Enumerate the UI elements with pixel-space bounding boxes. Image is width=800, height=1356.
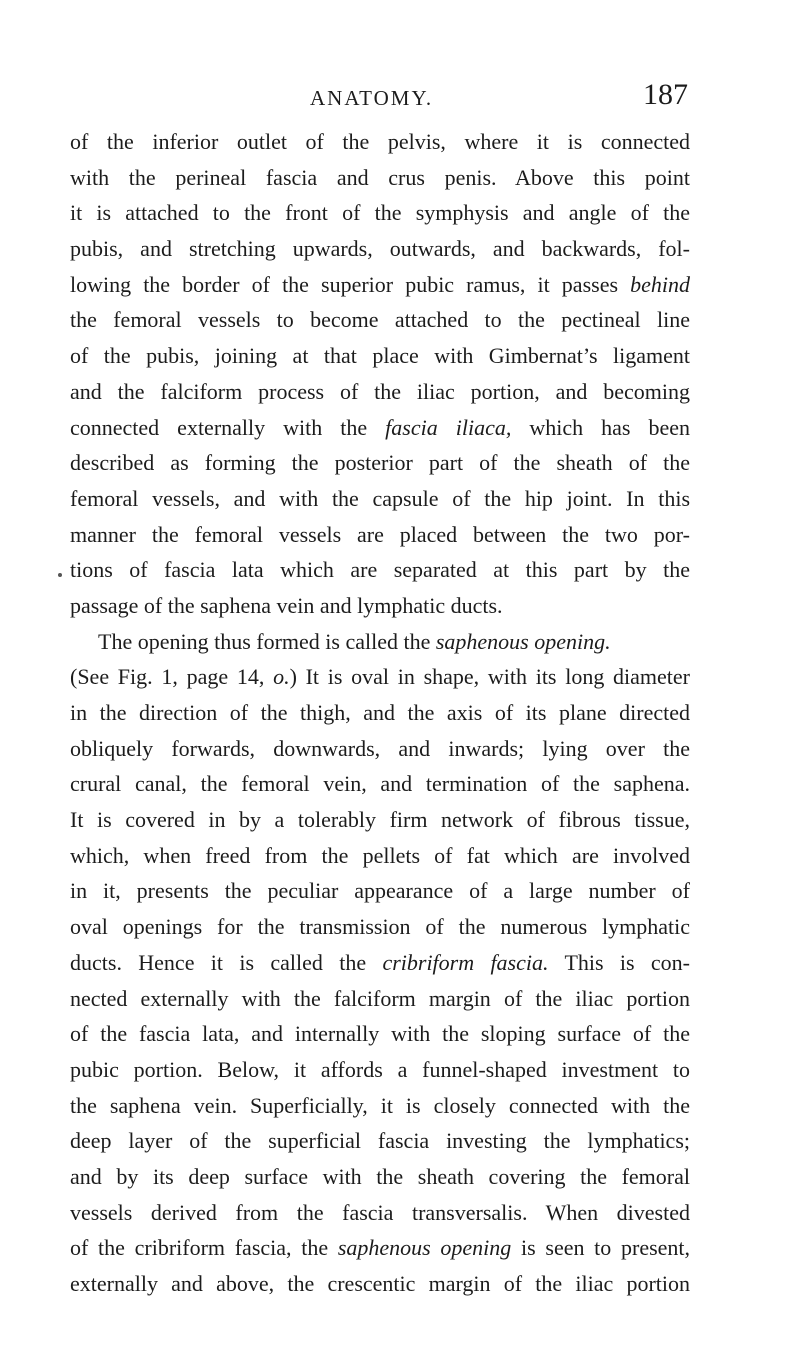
text-line: of the pubis, joining at that place with Gimbernat’s ligament — [70, 343, 690, 369]
italic-term: behind — [630, 271, 690, 297]
text-line: The opening thus formed is called the saphenous opening. — [98, 628, 611, 654]
italic-term: cribriform fascia. — [382, 949, 549, 975]
text-line: deep layer of the superficial fascia investing the lymphatics; — [70, 1128, 690, 1154]
text-line: it is attached to the front of the symphysis and angle of the — [70, 200, 690, 226]
margin-mark — [58, 573, 62, 577]
text-line: manner the femoral vessels are placed between the two por- — [70, 521, 690, 547]
italic-term: saphenous opening — [337, 1235, 512, 1261]
text-line: passage of the saphena vein and lymphatic ducts. — [70, 592, 503, 618]
text-line: oval openings for the transmission of the numerous lymphatic — [70, 914, 690, 940]
text-line: of the cribriform fascia, the saphenous opening is seen to present, — [70, 1235, 691, 1261]
text-line: It is covered in by a tolerably firm network of fibrous tissue, — [70, 807, 690, 833]
text-line: pubis, and stretching upwards, outwards, and backwards, fol- — [70, 236, 690, 262]
text-line: in it, presents the peculiar appearance of a large number of — [70, 878, 690, 904]
text-line: nected externally with the falciform margin of the iliac portion — [70, 985, 690, 1011]
text-line: of the fascia lata, and internally with the sloping surface of the — [70, 1021, 690, 1047]
text-line: connected externally with the fascia iliaca, which has been — [70, 414, 690, 440]
text-line: crural canal, the femoral vein, and termination of the saphena. — [70, 771, 690, 797]
text-line: vessels derived from the fascia transversalis. When divested — [70, 1199, 690, 1225]
text-line: and by its deep surface with the sheath covering the femoral — [70, 1163, 690, 1189]
text-line: femoral vessels, and with the capsule of the hip joint. In this — [70, 485, 690, 511]
body-text — [70, 124, 690, 1302]
italic-term: fascia iliaca, — [385, 414, 512, 440]
italic-term: o. — [273, 664, 290, 690]
text-line: the saphena vein. Superficially, it is closely connected with the — [70, 1092, 690, 1118]
text-line: the femoral vessels to become attached to the pectineal line — [70, 307, 690, 333]
text-line: which, when freed from the pellets of fat which are involved — [70, 842, 690, 868]
text-line: with the perineal fascia and crus penis. Above this point — [70, 164, 690, 190]
text-line: lowing the border of the superior pubic ramus, it passes behind — [70, 271, 690, 297]
text-line: externally and above, the crescentic margin of the iliac portion — [70, 1271, 690, 1296]
text-line: (See Fig. 1, page 14, o.) It is oval in shape, with its long diameter — [70, 664, 690, 690]
text-line: pubic portion. Below, it affords a funnel-shaped investment to — [70, 1056, 690, 1082]
running-title: ANATOMY. — [310, 86, 434, 110]
text-line: ducts. Hence it is called the cribriform fascia. This is con- — [70, 949, 690, 975]
text-line: described as forming the posterior part of the sheath of the — [70, 450, 690, 476]
text-line: and the falciform process of the iliac portion, and becoming — [70, 378, 690, 404]
text-line: obliquely forwards, downwards, and inwards; lying over the — [70, 735, 690, 761]
text-line: of the inferior outlet of the pelvis, where it is connected — [70, 129, 690, 154]
italic-term: saphenous opening. — [435, 628, 611, 654]
text-line: in the direction of the thigh, and the axis of its plane directed — [70, 700, 690, 725]
running-head — [70, 78, 688, 118]
page-number: 187 — [643, 78, 688, 111]
text-line: tions of fascia lata which are separated at this part by the — [70, 557, 690, 583]
